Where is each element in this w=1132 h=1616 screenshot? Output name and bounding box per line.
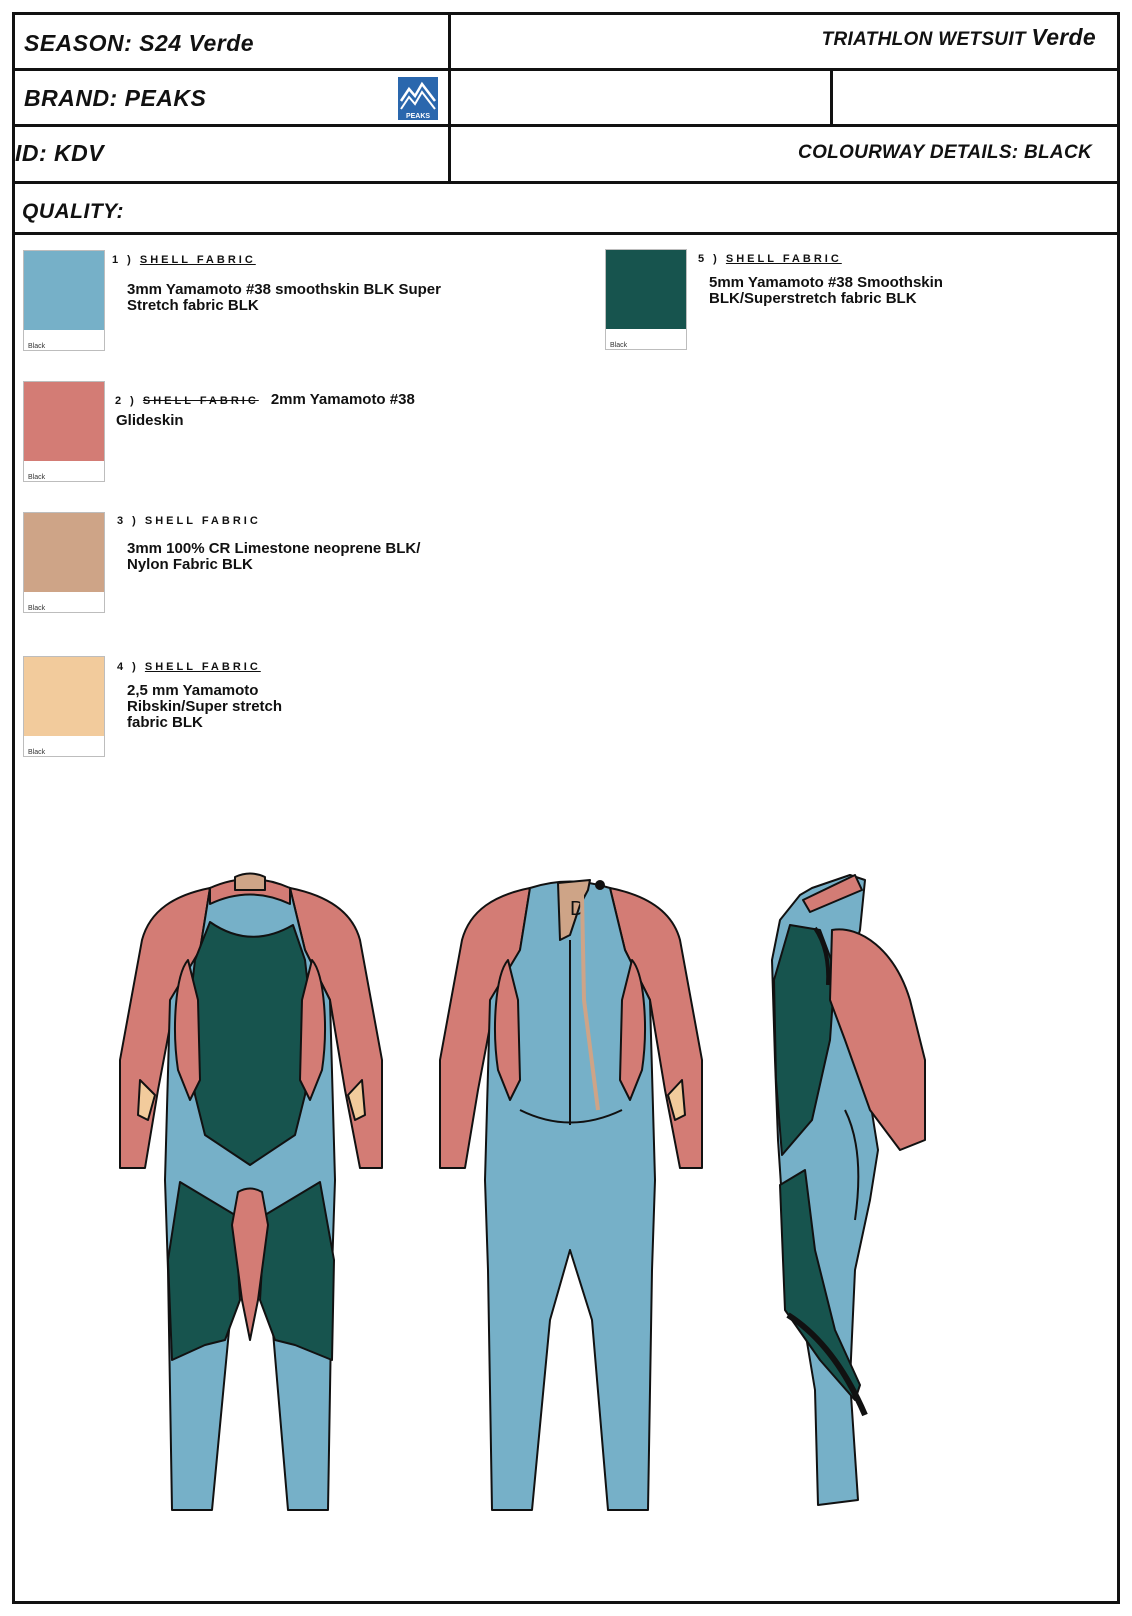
fabric-description-3: 3mm 100% CR Limestone neoprene BLK/ Nylon Fabric BLK (127, 540, 421, 573)
swatch-label: Black (28, 474, 46, 481)
wetsuit-back-view (440, 880, 702, 1510)
front-neck-tab (235, 874, 265, 891)
brand-label: BRAND: PEAKS (24, 85, 207, 111)
fabric-number: 5 ) (698, 253, 720, 265)
swatch-label: Black (28, 343, 46, 350)
fabric-name: SHELL FABRIC (725, 253, 842, 265)
wetsuit-front-view (120, 874, 382, 1511)
fabric-name: SHELL FABRIC (144, 661, 261, 673)
fabric-number: 3 ) (117, 515, 139, 527)
id-label: ID: KDV (15, 140, 105, 166)
fabric-number: 4 ) (117, 661, 139, 673)
fabric-description-5: 5mm Yamamoto #38 Smoothskin BLK/Superstretch fabric BLK (709, 274, 943, 307)
fabric-description-4: 2,5 mm Yamamoto Ribskin/Super stretch fabric BLK (127, 682, 283, 731)
quality-label: QUALITY: (22, 200, 124, 223)
zip-letter: D (570, 898, 585, 920)
fabric-name: SHELL FABRIC (142, 395, 259, 407)
wetsuit-side-view (772, 875, 925, 1505)
fabric-name: SHELL FABRIC (139, 254, 256, 266)
front-crotch-panel (232, 1189, 268, 1341)
front-chest-panel (187, 922, 313, 1165)
season-label: SEASON: S24 Verde (24, 30, 255, 56)
fabric-number: 2 ) (115, 395, 137, 407)
fabric-name: SHELL FABRIC (144, 515, 261, 527)
product-title-text: TRIATHLON WETSUIT (821, 29, 1026, 50)
logo-text: PEAKS (405, 113, 431, 120)
swatch-label: Black (28, 605, 46, 612)
product-title-suffix: Verde (1031, 24, 1096, 50)
swatch-label: Black (28, 749, 46, 756)
fabric-description-inline: 2mm Yamamoto #38 (270, 391, 415, 408)
fabric-number: 1 ) (112, 254, 134, 266)
swatch-label: Black (610, 342, 628, 349)
fabric-description-2: Glideskin (116, 412, 184, 429)
zip-pull (596, 881, 604, 889)
fabric-description-1: 3mm Yamamoto #38 smoothskin BLK Super Stretch fabric BLK (127, 281, 441, 314)
colourway-label: COLOURWAY DETAILS: BLACK (798, 142, 1092, 163)
